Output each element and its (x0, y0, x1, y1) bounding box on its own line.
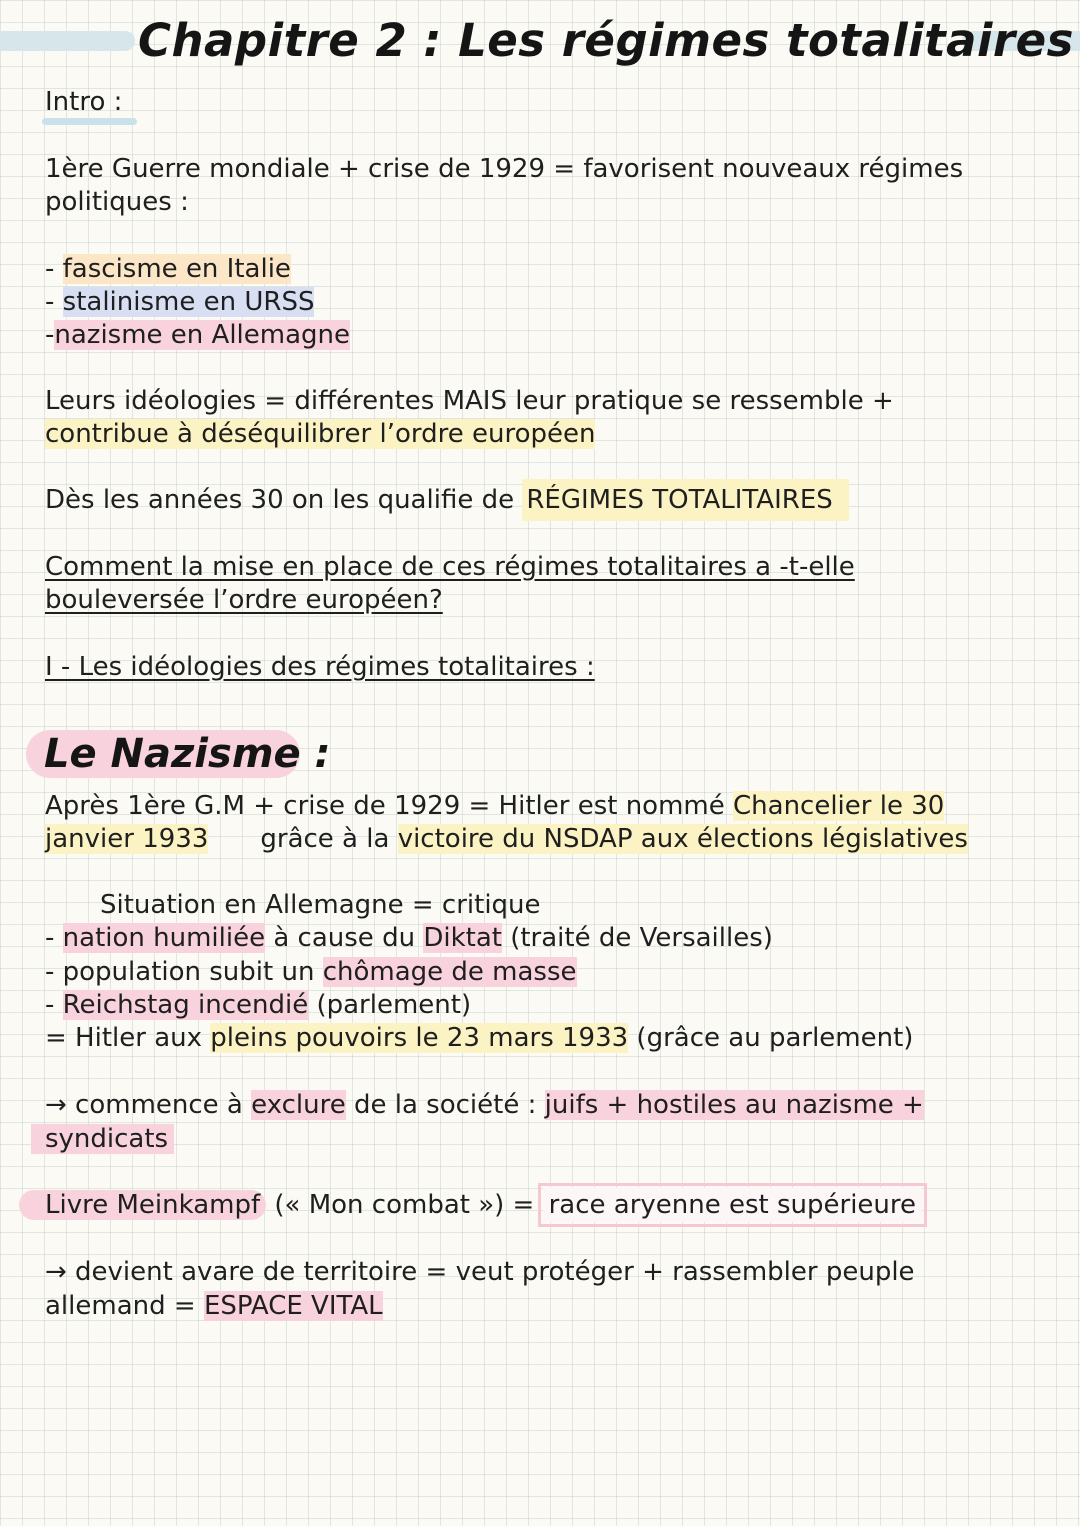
exclusion-line-2: syndicats (45, 1123, 174, 1156)
race-aryenne-box: race aryenne est supérieure (543, 1188, 922, 1222)
intro-label: Intro : (45, 87, 123, 117)
title-decor-left (0, 31, 135, 51)
regime-item-nazisme: -nazisme en Allemagne (45, 320, 351, 350)
intro-paragraph-line-2: politiques : (45, 187, 189, 217)
espace-vital-line-1: → devient avare de territoire = veut protéger + rassembler peuple (45, 1257, 915, 1287)
situation-result-pleins-pouvoirs: = Hitler aux pleins pouvoirs le 23 mars 1933 (grâce au parlement) (45, 1023, 914, 1053)
nazisme-line-2: janvier 1933 grâce à la victoire du NSDAP aux élections législatives (45, 824, 968, 854)
regime-item-fascisme: - fascisme en Italie (45, 254, 291, 284)
situation-item-nation: - nation humiliée à cause du Diktat (traité de Versailles) (45, 923, 773, 953)
situation-item-reichstag: - Reichstag incendié (parlement) (45, 990, 472, 1020)
problem-question-line-2: bouleversée l’ordre européen? (45, 585, 443, 615)
part-1-title: I - Les idéologies des régimes totalitaires : (45, 652, 595, 682)
page-title: Chapitre 2 : Les régimes totalitaires (138, 14, 1074, 67)
situation-heading: Situation en Allemagne = critique (100, 890, 541, 920)
exclusion-line-1: → commence à exclure de la société : juifs + hostiles au nazisme + (45, 1090, 924, 1120)
intro-underline-decor (42, 118, 137, 125)
totalitarian-highlight: RÉGIMES TOTALITAIRES (522, 479, 848, 521)
regime-nazisme-highlight: nazisme en Allemagne (54, 320, 351, 350)
nazisme-line-1: Après 1ère G.M + crise de 1929 = Hitler est nommé Chancelier le 30 (45, 791, 945, 821)
ideologies-line-2: contribue à déséquilibrer l’ordre européen (45, 419, 596, 449)
regime-stalinisme-highlight: stalinisme en URSS (62, 287, 315, 317)
regime-item-stalinisme: - stalinisme en URSS (45, 287, 315, 317)
regime-fascisme-highlight: fascisme en Italie (62, 254, 291, 284)
espace-vital-highlight: ESPACE VITAL (203, 1291, 383, 1321)
section-heading-nazisme: Le Nazisme : (26, 730, 300, 778)
problem-question-line-1: Comment la mise en place de ces régimes totalitaires a -t-elle (45, 552, 855, 582)
intro-paragraph-line-1: 1ère Guerre mondiale + crise de 1929 = favorisent nouveaux régimes (45, 154, 964, 184)
espace-vital-line-2: allemand = ESPACE VITAL (45, 1291, 383, 1321)
totalitarian-definition: Dès les années 30 on les qualifie de RÉGIMES TOTALITAIRES (45, 484, 849, 517)
ideologies-line-1: Leurs idéologies = différentes MAIS leur pratique se ressemble + (45, 386, 894, 416)
situation-item-chomage: - population subit un chômage de masse (45, 957, 577, 987)
meinkampf-line: Livre Meinkampf (« Mon combat ») = race aryenne est supérieure (45, 1189, 922, 1222)
